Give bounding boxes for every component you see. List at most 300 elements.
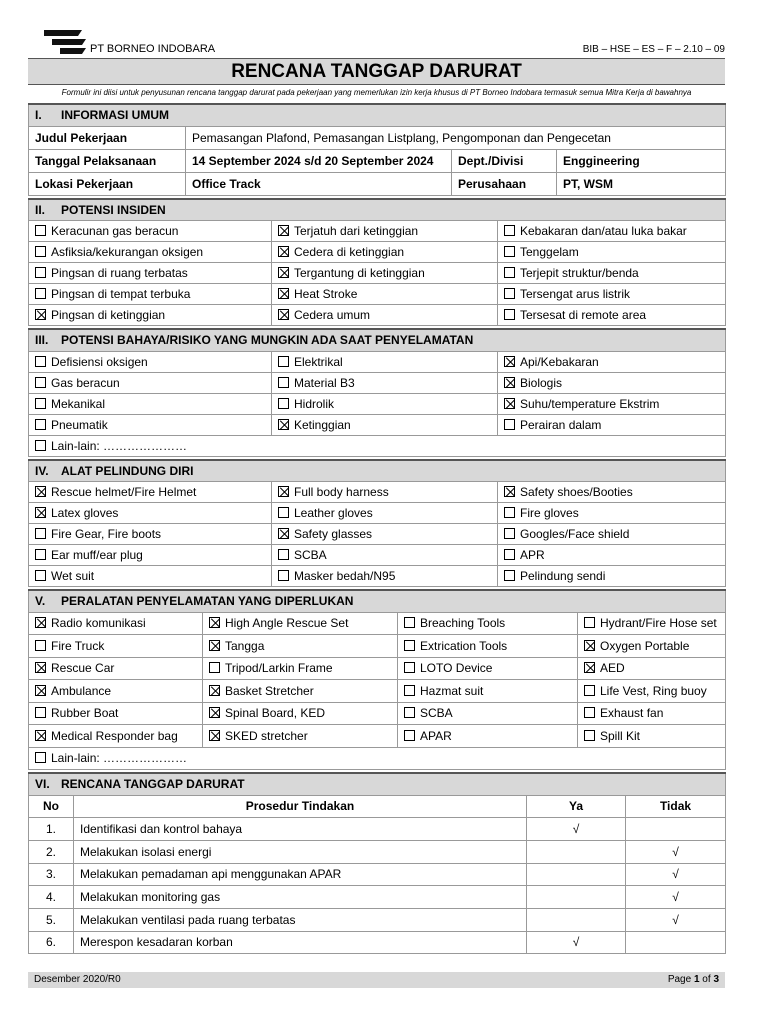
ya-check-cell[interactable] [527, 863, 626, 886]
checked-box-icon[interactable] [504, 356, 515, 367]
form-page [28, 26, 725, 954]
checkbox-item-hydrant-fire-hose-set[interactable] [578, 612, 726, 635]
checkbox-label: Pingsan di ketinggian [51, 308, 166, 322]
checkbox-item-safety-shoes-booties[interactable] [498, 482, 726, 503]
section-title: POTENSI INSIDEN [61, 202, 166, 217]
lokasi-pekerjaan-label: Lokasi Pekerjaan [29, 172, 186, 195]
checklist-row [29, 414, 726, 435]
checkbox-label: AED [600, 661, 625, 676]
checkbox-label: High Angle Rescue Set [225, 616, 349, 631]
section-number: III. [35, 333, 49, 348]
checked-box-icon[interactable] [35, 309, 46, 320]
perusahaan-label: Perusahaan [452, 172, 557, 195]
checkbox-item-full-body-harness[interactable] [272, 482, 498, 503]
checkbox-label: Leather gloves [294, 506, 373, 520]
checkbox-item-hazmat-suit[interactable] [398, 680, 578, 703]
checkbox-item-gas-beracun[interactable] [29, 372, 272, 393]
document-number: BIB – HSE – ES – F – 2.10 – 09 [582, 44, 725, 55]
unchecked-box-icon[interactable] [35, 440, 46, 451]
checkbox-item-heat-stroke[interactable] [272, 284, 498, 305]
checkbox-label: Rubber Boat [51, 706, 119, 721]
dept-divisi-label: Dept./Divisi [452, 149, 557, 172]
section-alat-pelindung-diri [28, 459, 726, 588]
lokasi-pekerjaan-field[interactable]: Office Track [186, 172, 452, 195]
table-row [29, 818, 726, 841]
judul-pekerjaan-field[interactable]: Pemasangan Plafond, Pemasangan Listplang, Pengomponan dan Pengecetan [186, 126, 726, 149]
prosedur-cell: Melakukan isolasi energi [74, 840, 527, 863]
revision-date: Desember 2020/R0 [34, 974, 121, 985]
checklist-row [29, 747, 726, 770]
section-potensi-insiden [28, 198, 726, 327]
unchecked-box-icon[interactable] [35, 549, 46, 560]
checkbox-label: Wet suit [51, 569, 95, 583]
checkbox-item-apr[interactable] [498, 545, 726, 566]
unchecked-box-icon[interactable] [504, 309, 515, 320]
checklist-row [29, 284, 726, 305]
checkbox-item-keracunan-gas-beracun[interactable] [29, 221, 272, 242]
unchecked-box-icon[interactable] [35, 640, 46, 651]
row-number: 2. [29, 840, 74, 863]
checkbox-item-breaching-tools[interactable] [398, 612, 578, 635]
checkbox-label: Life Vest, Ring buoy [600, 683, 707, 698]
checkbox-label: Exhaust fan [600, 706, 664, 721]
checkbox-label: Fire Gear, Fire boots [51, 527, 162, 541]
checklist-row [29, 393, 726, 414]
section-header [29, 199, 726, 221]
unchecked-box-icon[interactable] [278, 356, 289, 367]
section-number: VI. [35, 777, 50, 792]
checkbox-label: Biologis [520, 375, 563, 390]
prosedur-cell: Merespon kesadaran korban [74, 931, 527, 954]
checked-box-icon[interactable] [35, 685, 46, 696]
section-potensi-bahaya [28, 328, 726, 457]
checked-box-icon[interactable] [209, 730, 220, 741]
checked-box-icon[interactable] [278, 288, 289, 299]
checked-box-icon[interactable] [278, 246, 289, 257]
unchecked-box-icon[interactable] [404, 662, 415, 673]
checkbox-label: Ear muff/ear plug [51, 548, 143, 562]
checkbox-item-api-kebakaran[interactable] [498, 351, 726, 372]
checkbox-item-tersesat-di-remote-area[interactable] [498, 305, 726, 326]
checkbox-item-exhaust-fan[interactable] [578, 702, 726, 725]
checkbox-label: SKED stretcher [225, 728, 308, 743]
checkbox-item-defisiensi-oksigen[interactable] [29, 351, 272, 372]
checkbox-label: SCBA [420, 706, 453, 721]
unchecked-box-icon[interactable] [35, 398, 46, 409]
checkbox-label: Safety glasses [294, 527, 373, 541]
checkbox-label: Cedera di ketinggian [294, 245, 405, 259]
unchecked-box-icon[interactable] [278, 570, 289, 581]
checklist-row [29, 503, 726, 524]
checkbox-item-hidrolik[interactable] [272, 393, 498, 414]
checkbox-item-extrication-tools[interactable] [398, 635, 578, 658]
checklist-row [29, 680, 726, 703]
checkbox-item-safety-glasses[interactable] [272, 524, 498, 545]
checkbox-item-radio-komunikasi[interactable] [29, 612, 203, 635]
checklist-row [29, 305, 726, 326]
unchecked-box-icon[interactable] [504, 419, 515, 430]
unchecked-box-icon[interactable] [278, 377, 289, 388]
ya-check-cell[interactable] [527, 886, 626, 909]
unchecked-box-icon[interactable] [404, 730, 415, 741]
unchecked-box-icon[interactable] [35, 707, 46, 718]
table-row [29, 908, 726, 931]
checkbox-label: Basket Stretcher [225, 683, 314, 698]
section-title: RENCANA TANGGAP DARURAT [61, 777, 245, 792]
checked-box-icon[interactable] [504, 486, 515, 497]
checked-box-icon[interactable] [35, 617, 46, 628]
checked-box-icon[interactable] [278, 309, 289, 320]
unchecked-box-icon[interactable] [35, 752, 46, 763]
checkbox-item-asfiksia-kekurangan-oksigen[interactable] [29, 242, 272, 263]
checkbox-label: Fire gloves [520, 506, 579, 520]
checkbox-label: Hidrolik [294, 396, 335, 411]
page-footer [28, 972, 725, 988]
checkbox-item-sked-stretcher[interactable] [203, 725, 398, 748]
checked-box-icon[interactable] [278, 486, 289, 497]
checked-box-icon[interactable] [35, 507, 46, 518]
checklist-row [29, 702, 726, 725]
checkbox-label: Breaching Tools [420, 616, 506, 631]
checkbox-item-terjatuh-dari-ketinggian[interactable] [272, 221, 498, 242]
unchecked-box-icon[interactable] [584, 707, 595, 718]
checkbox-label: Rescue Car [51, 661, 115, 676]
unchecked-box-icon[interactable] [35, 288, 46, 299]
checkbox-item-pelindung-sendi[interactable] [498, 566, 726, 587]
ya-check-cell[interactable] [527, 840, 626, 863]
checked-box-icon[interactable] [209, 640, 220, 651]
tidak-check-cell[interactable]: √ [626, 908, 726, 931]
checkbox-item-tersengat-arus-listrik[interactable] [498, 284, 726, 305]
unchecked-box-icon[interactable] [278, 549, 289, 560]
column-header-tidak: Tidak [626, 795, 726, 818]
checkbox-item-scba[interactable] [272, 545, 498, 566]
checkbox-item-kebakaran-dan-atau-luka-bakar[interactable] [498, 221, 726, 242]
checkbox-item-rubber-boat[interactable] [29, 702, 203, 725]
checklist-row [29, 524, 726, 545]
checkbox-label: Tersengat arus listrik [520, 287, 631, 301]
unchecked-box-icon[interactable] [504, 570, 515, 581]
unchecked-box-icon[interactable] [209, 662, 220, 673]
checkbox-label: Hydrant/Fire Hose set [600, 616, 717, 631]
company-name: PT BORNEO INDOBARA [90, 43, 216, 55]
unchecked-box-icon[interactable] [504, 288, 515, 299]
table-row [29, 863, 726, 886]
checkbox-label: Api/Kebakaran [520, 354, 599, 369]
checkbox-item-ambulance[interactable] [29, 680, 203, 703]
checklist-row [29, 612, 726, 635]
checkbox-label: Heat Stroke [294, 287, 358, 301]
judul-pekerjaan-label: Judul Pekerjaan [29, 126, 186, 149]
checkbox-item-pingsan-di-ketinggian[interactable] [29, 305, 272, 326]
column-header-ya: Ya [527, 795, 626, 818]
unchecked-box-icon[interactable] [584, 617, 595, 628]
company-logo-icon [42, 28, 88, 56]
checkbox-label: Masker bedah/N95 [294, 569, 396, 583]
checkbox-item-rescue-helmet-fire-helmet[interactable] [29, 482, 272, 503]
table-row [29, 840, 726, 863]
unchecked-box-icon[interactable] [584, 730, 595, 741]
ya-check-cell[interactable] [527, 908, 626, 931]
form-header [28, 26, 725, 58]
checkbox-label: Kebakaran dan/atau luka bakar [520, 224, 687, 238]
checklist-row [29, 657, 726, 680]
checkbox-label: LOTO Device [420, 661, 493, 676]
prosedur-cell: Identifikasi dan kontrol bahaya [74, 818, 527, 841]
checkbox-label: Pingsan di tempat terbuka [51, 287, 191, 301]
section-header [29, 590, 726, 612]
tidak-check-cell[interactable] [626, 818, 726, 841]
checked-box-icon[interactable] [35, 730, 46, 741]
checkbox-label: Spill Kit [600, 728, 641, 743]
unchecked-box-icon[interactable] [584, 685, 595, 696]
unchecked-box-icon[interactable] [35, 267, 46, 278]
unchecked-box-icon[interactable] [504, 528, 515, 539]
unchecked-box-icon[interactable] [404, 640, 415, 651]
checkbox-item-suhu-temperature-ekstrim[interactable] [498, 393, 726, 414]
checkbox-item-fire-truck[interactable] [29, 635, 203, 658]
checked-box-icon[interactable] [278, 419, 289, 430]
checked-box-icon[interactable] [35, 662, 46, 673]
checkbox-label: Full body harness [294, 485, 389, 499]
row-number: 3. [29, 863, 74, 886]
checkbox-label: SCBA [294, 548, 327, 562]
checklist-row [29, 221, 726, 242]
checked-box-icon[interactable] [504, 398, 515, 409]
unchecked-box-icon[interactable] [35, 377, 46, 388]
checkbox-item-fire-gloves[interactable] [498, 503, 726, 524]
tidak-check-cell[interactable]: √ [626, 886, 726, 909]
checkbox-item-spill-kit[interactable] [578, 725, 726, 748]
checkbox-item-mekanikal[interactable] [29, 393, 272, 414]
checkbox-label: Spinal Board, KED [225, 706, 326, 721]
checklist-row [29, 566, 726, 587]
checkbox-label: Googles/Face shield [520, 527, 630, 541]
checkbox-item-aed[interactable] [578, 657, 726, 680]
checkbox-item-high-angle-rescue-set[interactable] [203, 612, 398, 635]
checkbox-label: Lain-lain: ………………… [51, 751, 188, 766]
unchecked-box-icon[interactable] [504, 549, 515, 560]
section-header [29, 773, 726, 795]
checklist-row [29, 263, 726, 284]
checkbox-label: Fire Truck [51, 638, 105, 653]
checkbox-item-wet-suit[interactable] [29, 566, 272, 587]
row-number: 6. [29, 931, 74, 954]
row-number: 4. [29, 886, 74, 909]
checkbox-item-masker-bedah-n95[interactable] [272, 566, 498, 587]
table-row [29, 886, 726, 909]
section-number: V. [35, 594, 46, 609]
checkbox-item-material-b3[interactable] [272, 372, 498, 393]
unchecked-box-icon[interactable] [35, 225, 46, 236]
checkbox-item-lain-lain[interactable] [29, 747, 726, 770]
checkbox-item-fire-gear-fire-boots[interactable] [29, 524, 272, 545]
checklist-row [29, 435, 726, 456]
checkbox-label: Tergantung di ketinggian [294, 266, 425, 280]
tidak-check-cell[interactable]: √ [626, 863, 726, 886]
checklist-row [29, 725, 726, 748]
unchecked-box-icon[interactable] [404, 707, 415, 718]
ya-check-cell[interactable]: √ [527, 818, 626, 841]
checkbox-label: Keracunan gas beracun [51, 224, 179, 238]
checklist-row [29, 351, 726, 372]
checkbox-item-tergantung-di-ketinggian[interactable] [272, 263, 498, 284]
unchecked-box-icon[interactable] [35, 246, 46, 257]
unchecked-box-icon[interactable] [504, 246, 515, 257]
checkbox-item-rescue-car[interactable] [29, 657, 203, 680]
perusahaan-field[interactable]: PT, WSM [557, 172, 726, 195]
prosedur-cell: Melakukan pemadaman api menggunakan APAR [74, 863, 527, 886]
section-header [29, 104, 726, 126]
section-title: POTENSI BAHAYA/RISIKO YANG MUNGKIN ADA SAAT PENYELAMATAN [61, 333, 474, 348]
tanggal-pelaksanaan-field[interactable]: 14 September 2024 s/d 20 September 2024 [186, 149, 452, 172]
checkbox-label: Pelindung sendi [520, 569, 606, 583]
checked-box-icon[interactable] [278, 225, 289, 236]
section-title: ALAT PELINDUNG DIRI [61, 463, 194, 478]
table-row [29, 931, 726, 954]
section-rencana-tanggap-darurat [28, 772, 726, 954]
checked-box-icon[interactable] [584, 662, 595, 673]
checkbox-item-scba[interactable] [398, 702, 578, 725]
dept-divisi-field[interactable]: Enggineering [557, 149, 726, 172]
checkbox-label: Tenggelam [520, 245, 579, 259]
checkbox-item-lain-lain[interactable] [29, 435, 726, 456]
checkbox-label: APAR [420, 728, 452, 743]
checkbox-item-pingsan-di-ruang-terbatas[interactable] [29, 263, 272, 284]
checklist-row [29, 372, 726, 393]
checkbox-label: Gas beracun [51, 375, 120, 390]
section-number: IV. [35, 463, 49, 478]
checked-box-icon[interactable] [504, 377, 515, 388]
checkbox-item-pingsan-di-tempat-terbuka[interactable] [29, 284, 272, 305]
checkbox-item-tripod-larkin-frame[interactable] [203, 657, 398, 680]
checkbox-label: Ambulance [51, 683, 112, 698]
unchecked-box-icon[interactable] [504, 225, 515, 236]
checkbox-item-oxygen-portable[interactable] [578, 635, 726, 658]
checkbox-item-perairan-dalam[interactable] [498, 414, 726, 435]
tidak-check-cell[interactable]: √ [626, 840, 726, 863]
section-peralatan-penyelamatan [28, 589, 726, 770]
checked-box-icon[interactable] [584, 640, 595, 651]
checklist-row [29, 635, 726, 658]
checkbox-label: Oxygen Portable [600, 638, 690, 653]
row-number: 1. [29, 818, 74, 841]
checkbox-item-ear-muff-ear-plug[interactable] [29, 545, 272, 566]
checkbox-label: Hazmat suit [420, 683, 484, 698]
unchecked-box-icon[interactable] [504, 507, 515, 518]
checkbox-label: Perairan dalam [520, 417, 602, 432]
checkbox-item-life-vest-ring-buoy[interactable] [578, 680, 726, 703]
checkbox-item-latex-gloves[interactable] [29, 503, 272, 524]
ya-check-cell[interactable]: √ [527, 931, 626, 954]
checkbox-label: Elektrikal [294, 354, 343, 369]
checked-box-icon[interactable] [278, 528, 289, 539]
unchecked-box-icon[interactable] [404, 685, 415, 696]
checkbox-item-biologis[interactable] [498, 372, 726, 393]
checkbox-label: Medical Responder bag [51, 728, 178, 743]
checkbox-item-leather-gloves[interactable] [272, 503, 498, 524]
checklist-row [29, 482, 726, 503]
checkbox-label: Ketinggian [294, 417, 351, 432]
checkbox-label: Tripod/Larkin Frame [225, 661, 333, 676]
form-title: RENCANA TANGGAP DARURAT [28, 58, 725, 85]
unchecked-box-icon[interactable] [504, 267, 515, 278]
section-title: INFORMASI UMUM [61, 108, 169, 123]
form-note: Formulir ini diisi untuk penyusunan rencana tanggap darurat pada pekerjaan yang memerlukan izin kerja khusus di PT Borneo Indobara termasuk semua Mitra Kerja di bawahnya [61, 88, 692, 97]
checkbox-item-cedera-umum[interactable] [272, 305, 498, 326]
checked-box-icon[interactable] [278, 267, 289, 278]
column-header-prosedur: Prosedur Tindakan [74, 795, 527, 818]
checkbox-label: Latex gloves [51, 506, 119, 520]
unchecked-box-icon[interactable] [404, 617, 415, 628]
row-number: 5. [29, 908, 74, 931]
checkbox-label: Terjepit struktur/benda [520, 266, 639, 280]
unchecked-box-icon[interactable] [35, 570, 46, 581]
checkbox-label: Defisiensi oksigen [51, 354, 148, 369]
tanggal-pelaksanaan-label: Tanggal Pelaksanaan [29, 149, 186, 172]
checkbox-label: Tangga [225, 638, 265, 653]
column-header-no: No [29, 795, 74, 818]
checkbox-item-cedera-di-ketinggian[interactable] [272, 242, 498, 263]
unchecked-box-icon[interactable] [35, 356, 46, 367]
checkbox-item-basket-stretcher[interactable] [203, 680, 398, 703]
checkbox-label: Mekanikal [51, 396, 106, 411]
checkbox-item-apar[interactable] [398, 725, 578, 748]
checkbox-item-tenggelam[interactable] [498, 242, 726, 263]
page-number: Page 1 of 3 [667, 974, 719, 985]
checked-box-icon[interactable] [35, 486, 46, 497]
checked-box-icon[interactable] [209, 685, 220, 696]
checkbox-label: Terjatuh dari ketinggian [294, 224, 419, 238]
prosedur-cell: Melakukan ventilasi pada ruang terbatas [74, 908, 527, 931]
section-informasi-umum [28, 103, 726, 196]
checked-box-icon[interactable] [209, 617, 220, 628]
checkbox-item-medical-responder-bag[interactable] [29, 725, 203, 748]
checked-box-icon[interactable] [209, 707, 220, 718]
checkbox-item-tangga[interactable] [203, 635, 398, 658]
checkbox-label: Asfiksia/kekurangan oksigen [51, 245, 204, 259]
checklist-row [29, 242, 726, 263]
unchecked-box-icon[interactable] [278, 507, 289, 518]
checkbox-label: Lain-lain: ………………… [51, 438, 188, 453]
checkbox-label: APR [520, 548, 545, 562]
checkbox-item-loto-device[interactable] [398, 657, 578, 680]
checkbox-item-spinal-board-ked[interactable] [203, 702, 398, 725]
checkbox-label: Pneumatik [51, 417, 108, 432]
checkbox-item-ketinggian[interactable] [272, 414, 498, 435]
checkbox-item-terjepit-struktur-benda[interactable] [498, 263, 726, 284]
unchecked-box-icon[interactable] [278, 398, 289, 409]
checkbox-label: Material B3 [294, 375, 355, 390]
checkbox-item-googles-face-shield[interactable] [498, 524, 726, 545]
unchecked-box-icon[interactable] [35, 528, 46, 539]
checkbox-label: Rescue helmet/Fire Helmet [51, 485, 197, 499]
section-number: I. [35, 108, 42, 123]
checkbox-item-elektrikal[interactable] [272, 351, 498, 372]
section-number: II. [35, 202, 46, 217]
tidak-check-cell[interactable] [626, 931, 726, 954]
checkbox-label: Safety shoes/Booties [520, 485, 633, 499]
checkbox-label: Radio komunikasi [51, 616, 146, 631]
section-header [29, 460, 726, 482]
checkbox-item-pneumatik[interactable] [29, 414, 272, 435]
checkbox-label: Pingsan di ruang terbatas [51, 266, 188, 280]
checkbox-label: Cedera umum [294, 308, 371, 322]
checkbox-label: Extrication Tools [420, 638, 508, 653]
checkbox-label: Tersesat di remote area [520, 308, 647, 322]
unchecked-box-icon[interactable] [35, 419, 46, 430]
prosedur-cell: Melakukan monitoring gas [74, 886, 527, 909]
